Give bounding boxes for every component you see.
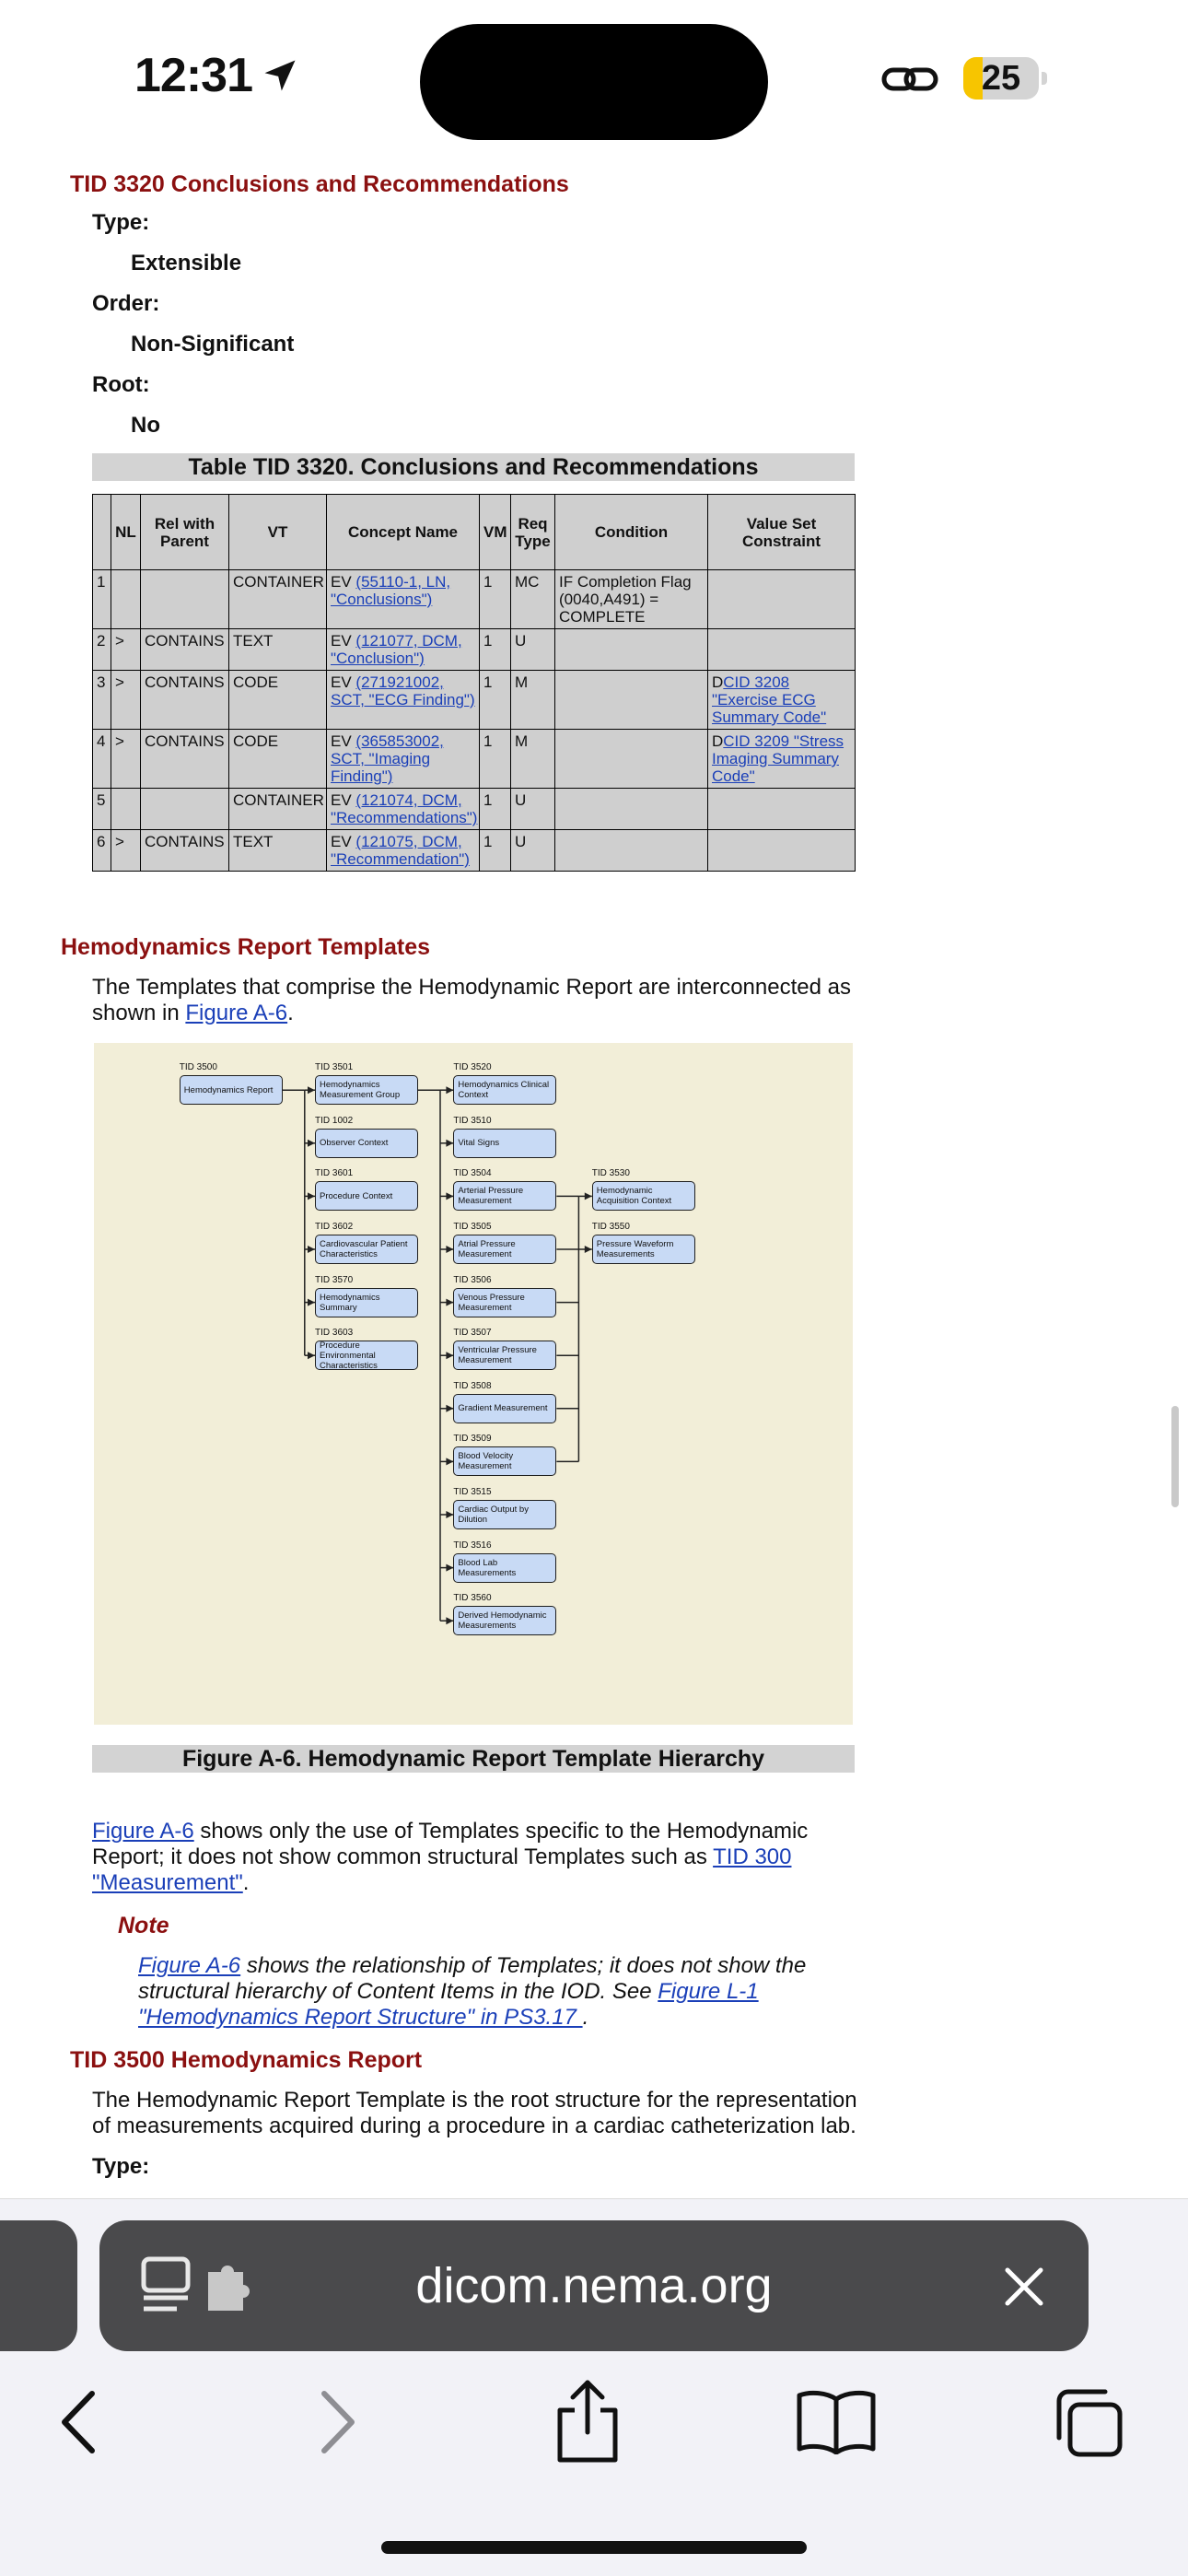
cell-index: 1	[93, 570, 111, 629]
table-row	[93, 830, 856, 872]
figure-node-tid: TID 3515	[453, 1487, 492, 1497]
figure-arrowhead	[308, 1299, 315, 1306]
hemo-intro-text: The Templates that comprise the Hemodynamic Report are interconnected as shown in	[92, 975, 851, 1025]
cell-vm: 1	[480, 730, 511, 789]
status-time	[134, 48, 300, 103]
valueset-link[interactable]: CID 3208 "Exercise ECG Summary Code"	[712, 673, 827, 726]
figure-arrowhead	[585, 1246, 592, 1253]
cell-condition	[555, 789, 708, 830]
cell-concept	[327, 629, 480, 671]
figure-node-label: Gradient Measurement	[458, 1403, 548, 1414]
figure-node-box	[592, 1181, 695, 1211]
figure-node-box	[453, 1394, 556, 1423]
hemo-paragraph	[92, 1819, 829, 1896]
cell-condition	[555, 830, 708, 872]
figure-node-label: Hemodynamics Clinical Context	[458, 1080, 550, 1101]
concept-prefix: EV	[331, 833, 356, 850]
note-end: .	[582, 2005, 589, 2030]
figure-a6-link[interactable]: Figure A-6	[185, 1001, 288, 1025]
figure-arrowhead	[585, 1192, 592, 1200]
tid3320-order-label: Order:	[92, 291, 160, 316]
figure-node-tid: TID 3507	[453, 1328, 492, 1339]
cell-valueset	[708, 570, 856, 629]
figure-l1-link[interactable]: Figure L-1 "Hemodynamics Report Structure" in PS3.17	[138, 1979, 759, 2030]
cell-rel: CONTAINS	[141, 730, 229, 789]
figure-node-tid: TID 1002	[315, 1115, 354, 1126]
figure-node-box	[315, 1181, 418, 1211]
bookmarks-icon[interactable]	[796, 2388, 877, 2454]
link-icon	[880, 59, 939, 100]
figure-node-label: Observer Context	[320, 1138, 389, 1149]
cell-req: MC	[511, 570, 555, 629]
cell-req: M	[511, 730, 555, 789]
figure-node-label: Procedure Environmental Characteristics	[320, 1340, 378, 1371]
valueset-prefix: D	[712, 673, 724, 691]
figure-arrowhead	[446, 1564, 453, 1572]
cell-rel: CONTAINS	[141, 671, 229, 730]
figure-arrowhead	[446, 1140, 453, 1147]
cell-condition	[555, 629, 708, 671]
cell-req: U	[511, 789, 555, 830]
tid3500-desc: The Hemodynamic Report Template is the root structure for the representation of measurements acquired during a procedure in a cardiac catheterization lab.	[92, 2088, 857, 2138]
cell-vt: CODE	[229, 671, 327, 730]
cell-vm: 1	[480, 789, 511, 830]
figure-a6-link-2[interactable]: Figure A-6	[92, 1819, 194, 1844]
figure-node-tid: TID 3520	[453, 1062, 492, 1073]
cell-index: 3	[93, 671, 111, 730]
tid3320-type-label: Type:	[92, 210, 150, 235]
figure-arrowhead	[308, 1140, 315, 1147]
tid300-link[interactable]: TID 300 "Measurement"	[92, 1844, 792, 1895]
figure-node-label: Ventricular Pressure Measurement	[458, 1345, 537, 1366]
th-condition: Condition	[555, 495, 708, 570]
cell-rel	[141, 570, 229, 629]
battery-tip	[1042, 72, 1047, 85]
cell-req: U	[511, 629, 555, 671]
figure-node-tid: TID 3603	[315, 1328, 354, 1339]
cell-nl	[111, 789, 141, 830]
figure-node-tid: TID 3602	[315, 1222, 354, 1232]
cell-valueset	[708, 629, 856, 671]
tid3320-root-label: Root:	[92, 372, 150, 397]
scroll-indicator[interactable]	[1171, 1406, 1179, 1507]
figure-node-box	[453, 1075, 556, 1105]
conclusions-table	[92, 494, 856, 872]
note-label: Note	[118, 1913, 169, 1938]
tid3500-heading: TID 3500 Hemodynamics Report	[70, 2047, 423, 2073]
back-icon[interactable]	[57, 2390, 101, 2454]
hierarchy-figure	[94, 1043, 853, 1725]
figure-node-label: Hemodynamic Acquisition Context	[596, 1186, 672, 1207]
hemo-heading: Hemodynamics Report Templates	[61, 934, 431, 960]
cell-concept	[327, 730, 480, 789]
tid3500-type-label: Type:	[92, 2154, 150, 2179]
url-text[interactable]: dicom.nema.org	[415, 2258, 773, 2313]
concept-prefix: EV	[331, 791, 356, 809]
figure-node-box	[453, 1446, 556, 1476]
cell-condition	[555, 730, 708, 789]
figure-node-tid: TID 3500	[179, 1062, 217, 1073]
figure-node-box	[453, 1553, 556, 1583]
figure-arrowhead	[308, 1192, 315, 1200]
figure-node-box	[180, 1075, 283, 1105]
figure-node-tid: TID 3530	[591, 1168, 630, 1179]
concept-link[interactable]: (121077, DCM, "Conclusion")	[331, 632, 462, 667]
cell-req: M	[511, 671, 555, 730]
cell-concept	[327, 570, 480, 629]
table-row	[93, 570, 856, 629]
cell-valueset	[708, 730, 856, 789]
figure-arrowhead	[446, 1086, 453, 1094]
figure-node-tid: TID 3570	[315, 1274, 354, 1285]
figure-arrowhead	[446, 1458, 453, 1465]
cell-index: 4	[93, 730, 111, 789]
cell-req: U	[511, 830, 555, 872]
figure-node-tid: TID 3501	[315, 1062, 354, 1073]
figure-arrowhead	[446, 1299, 453, 1306]
cell-vt: TEXT	[229, 629, 327, 671]
cell-vt: TEXT	[229, 830, 327, 872]
status-time-text: 12:31	[134, 49, 252, 102]
figure-caption: Figure A-6. Hemodynamic Report Template Hierarchy	[92, 1745, 855, 1773]
cell-index: 2	[93, 629, 111, 671]
th-index	[93, 495, 111, 570]
home-indicator[interactable]	[381, 2541, 807, 2554]
note-text-body: shows the relationship of Templates; it does not show the structural hierarchy of Content Items in the IOD. See	[138, 1953, 807, 2004]
th-nl: NL	[111, 495, 141, 570]
figure-a6-link-3[interactable]: Figure A-6	[138, 1953, 241, 1978]
figure-node-label: Venous Pressure Measurement	[458, 1292, 525, 1313]
concept-link[interactable]: (121075, DCM, "Recommendation")	[331, 833, 470, 868]
cell-nl: >	[111, 830, 141, 872]
cell-condition: IF Completion Flag (0040,A491) = COMPLETE	[555, 570, 708, 629]
valueset-prefix: D	[712, 732, 724, 750]
battery-level: 25	[981, 59, 1021, 98]
figure-arrowhead	[308, 1246, 315, 1253]
table-row	[93, 730, 856, 789]
figure-node-label: Cardiac Output by Dilution	[458, 1505, 529, 1525]
tid3320-type-value: Extensible	[131, 251, 242, 275]
th-rel: Rel with Parent	[141, 495, 229, 570]
cell-nl: >	[111, 671, 141, 730]
figure-node-label: Vital Signs	[458, 1138, 500, 1149]
figure-node-box	[315, 1235, 418, 1264]
tid3320-heading: TID 3320 Conclusions and Recommendations	[70, 171, 569, 197]
cell-nl	[111, 570, 141, 629]
th-vt: VT	[229, 495, 327, 570]
figure-node-tid: TID 3550	[591, 1222, 630, 1232]
figure-node-label: Hemodynamics Measurement Group	[320, 1080, 401, 1101]
figure-node-box	[315, 1075, 418, 1105]
concept-link[interactable]: (55110-1, LN, "Conclusions")	[331, 573, 451, 608]
figure-arrowhead	[446, 1511, 453, 1518]
close-tab-icon[interactable]	[1002, 2265, 1046, 2309]
concept-prefix: EV	[331, 732, 356, 750]
cell-rel: CONTAINS	[141, 830, 229, 872]
cell-vm: 1	[480, 570, 511, 629]
th-valueset: Value Set Constraint	[708, 495, 856, 570]
concept-link[interactable]: (271921002, SCT, "ECG Finding")	[331, 673, 475, 708]
share-icon[interactable]	[553, 2377, 623, 2465]
figure-arrowhead	[446, 1352, 453, 1359]
figure-arrowhead	[446, 1405, 453, 1412]
forward-icon[interactable]	[315, 2390, 359, 2454]
tid3320-root-value: No	[131, 413, 160, 438]
hemo-intro: The Templates that comprise the Hemodynamic Report are interconnected as shown in Figure A-6.	[92, 975, 851, 1025]
figure-node-box	[453, 1129, 556, 1158]
figure-node-label: Blood Velocity Measurement	[458, 1451, 514, 1472]
concept-prefix: EV	[331, 673, 356, 691]
battery-indicator	[963, 57, 1039, 100]
cell-valueset	[708, 830, 856, 872]
figure-node-tid: TID 3508	[453, 1380, 492, 1391]
concept-prefix: EV	[331, 632, 356, 650]
figure-node-box	[315, 1288, 418, 1317]
th-req: Req Type	[511, 495, 555, 570]
cell-vm: 1	[480, 671, 511, 730]
figure-node-box	[453, 1500, 556, 1529]
figure-node-box	[592, 1235, 695, 1264]
figure-node-label: Arterial Pressure Measurement	[458, 1186, 524, 1207]
cell-vm: 1	[480, 629, 511, 671]
cell-index: 5	[93, 789, 111, 830]
cell-rel	[141, 789, 229, 830]
figure-node-label: Hemodynamics Summary	[320, 1292, 380, 1313]
figure-node-tid: TID 3516	[453, 1540, 492, 1551]
cell-vt: CONTAINER	[229, 570, 327, 629]
cell-nl: >	[111, 629, 141, 671]
concept-link[interactable]: (365853002, SCT, "Imaging Finding")	[331, 732, 444, 785]
cell-vt: CONTAINER	[229, 789, 327, 830]
concept-prefix: EV	[331, 573, 356, 591]
figure-node-tid: TID 3506	[453, 1274, 492, 1285]
table-header-row	[93, 495, 856, 570]
th-vm: VM	[480, 495, 511, 570]
hemo-paragraph-text: shows only the use of Templates specific to the Hemodynamic Report; it does not show common structural Templates such as	[92, 1819, 809, 1869]
figure-node-tid: TID 3509	[453, 1434, 492, 1445]
figure-node-box	[453, 1341, 556, 1370]
figure-node-tid: TID 3510	[453, 1115, 492, 1126]
cell-vt: CODE	[229, 730, 327, 789]
figure-node-label: Blood Lab Measurements	[458, 1557, 517, 1578]
cell-rel: CONTAINS	[141, 629, 229, 671]
cell-index: 6	[93, 830, 111, 872]
location-arrow-icon	[260, 55, 300, 96]
figure-node-label: Derived Hemodynamic Measurements	[458, 1610, 547, 1632]
figure-node-tid: TID 3560	[453, 1593, 492, 1604]
note-text	[138, 1953, 838, 2031]
table-row	[93, 629, 856, 671]
table-row	[93, 789, 856, 830]
dynamic-island	[420, 24, 768, 140]
concept-link[interactable]: (121074, DCM, "Recommendations")	[331, 791, 478, 826]
figure-node-label: Pressure Waveform Measurements	[596, 1239, 674, 1259]
figure-node-label: Hemodynamics Report	[183, 1084, 274, 1095]
cell-concept	[327, 671, 480, 730]
cell-concept	[327, 789, 480, 830]
figure-node-label: Atrial Pressure Measurement	[458, 1239, 516, 1259]
hemo-paragraph-end: .	[242, 1870, 250, 1895]
figure-arrowhead	[308, 1086, 315, 1094]
figure-arrowhead	[308, 1352, 315, 1359]
cell-valueset	[708, 671, 856, 730]
cell-vm: 1	[480, 830, 511, 872]
figure-node-box	[453, 1288, 556, 1317]
table-caption: Table TID 3320. Conclusions and Recommendations	[92, 453, 855, 481]
figure-node-tid: TID 3505	[453, 1222, 492, 1232]
figure-node-tid: TID 3601	[315, 1168, 354, 1179]
figure-node-box	[453, 1606, 556, 1635]
cell-nl: >	[111, 730, 141, 789]
figure-node-label: Procedure Context	[320, 1190, 393, 1201]
cell-condition	[555, 671, 708, 730]
figure-node-label: Cardiovascular Patient Characteristics	[320, 1239, 408, 1259]
table-row	[93, 671, 856, 730]
th-concept: Concept Name	[327, 495, 480, 570]
figure-arrowhead	[446, 1246, 453, 1253]
figure-node-box	[453, 1181, 556, 1211]
figure-arrowhead	[446, 1192, 453, 1200]
valueset-link[interactable]: CID 3209 "Stress Imaging Summary Code"	[712, 732, 844, 785]
figure-node-box	[315, 1129, 418, 1158]
figure-node-box	[315, 1341, 418, 1370]
figure-node-tid: TID 3504	[453, 1168, 492, 1179]
figure-arrowhead	[446, 1617, 453, 1624]
cell-valueset	[708, 789, 856, 830]
cell-concept	[327, 830, 480, 872]
previous-tab-peek[interactable]	[0, 2220, 77, 2351]
tid3320-order-value: Non-Significant	[131, 332, 295, 357]
tabs-icon[interactable]	[1052, 2386, 1125, 2460]
figure-node-box	[453, 1235, 556, 1264]
